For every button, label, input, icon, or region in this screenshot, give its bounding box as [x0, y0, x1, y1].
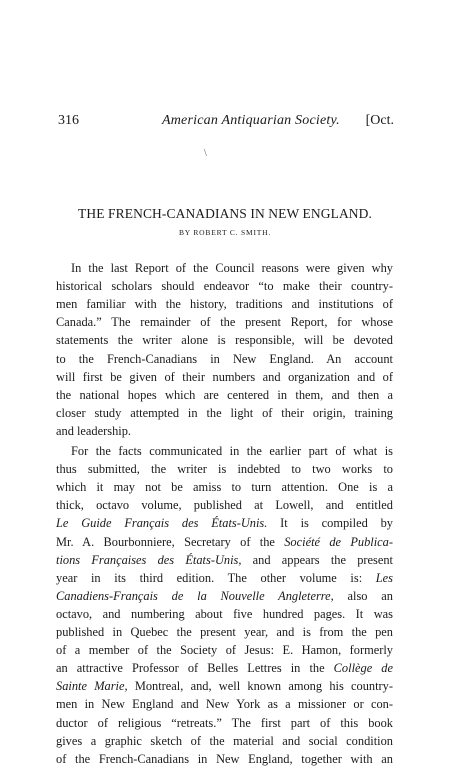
- italic-title-span: tions Françaises des États-Unis,: [56, 552, 242, 567]
- text-span: and appears the present: [241, 552, 393, 567]
- text-span: thick, octavo volume, published at Lowell, and entitled: [56, 498, 393, 513]
- text-line: [56, 331, 393, 349]
- text-span: which it may not be amiss to turn attention. One is a: [56, 480, 393, 495]
- italic-title-span: Sainte Marie,: [56, 679, 128, 694]
- text-line: [56, 350, 393, 368]
- text-span: Montreal, and, well known among his country-: [127, 679, 393, 694]
- italic-title-span: Collège de: [333, 661, 393, 676]
- text-span: to the French-Canadians in New England. An account: [56, 351, 393, 366]
- text-line: [56, 478, 393, 496]
- text-line: [56, 569, 393, 587]
- text-line: [56, 514, 393, 532]
- text-line: [56, 695, 393, 713]
- text-span: year in its third edition. The other volume is:: [56, 570, 376, 585]
- text-span: gives a graphic sketch of the material and social condition: [56, 733, 393, 748]
- text-span: It is compiled by: [267, 516, 393, 531]
- text-span: thus submitted, the writer is indebted to two works to: [56, 462, 393, 477]
- text-line: [56, 623, 393, 641]
- text-line: [56, 460, 393, 478]
- printer-mark: \: [204, 148, 207, 159]
- text-span: an attractive Professor of Belles Lettres in the: [56, 661, 334, 676]
- text-line: [56, 551, 393, 569]
- text-span: closer study attempted in the light of their origin, training: [56, 405, 393, 420]
- running-head: [58, 111, 394, 131]
- text-span: statements the writer alone is responsible, will be devoted: [56, 333, 393, 348]
- text-line: [71, 442, 393, 460]
- text-line: [56, 368, 393, 386]
- text-line: [56, 422, 393, 440]
- text-line: [56, 533, 393, 551]
- text-span: For the facts communicated in the earlier part of what is: [71, 444, 393, 458]
- italic-title-span: Canadiens-Français de la Nouvelle Angleterre,: [56, 588, 334, 603]
- text-line: [56, 659, 393, 677]
- text-line: [56, 677, 393, 695]
- text-line: [56, 404, 393, 422]
- text-line: [56, 587, 393, 605]
- text-line: [56, 605, 393, 623]
- text-span: men familiar with the history, traditions and institutions of: [56, 297, 393, 312]
- text-line: [71, 259, 393, 277]
- italic-title-span: Le Guide Français des États-Unis.: [56, 516, 268, 531]
- text-line: [56, 313, 393, 331]
- article-title: THE FRENCH-CANADIANS IN NEW ENGLAND.: [78, 206, 372, 221]
- text-line: [56, 496, 393, 514]
- text-span: of a member of the Society of Jesus: E. Hamon, formerly: [56, 643, 393, 658]
- article-byline: BY ROBERT C. SMITH.: [178, 228, 272, 237]
- text-span: Canada.” The remainder of the present Report, for whose: [56, 315, 393, 330]
- text-span: the national hopes which are centered in them, and then a: [56, 387, 393, 402]
- italic-title-span: Les: [375, 570, 393, 585]
- text-line: [56, 714, 393, 732]
- text-span: published in Quebec the present year, and is from the pen: [56, 625, 393, 639]
- text-span: of the French-Canadians in New England, together with an: [56, 751, 393, 766]
- text-span: In the last Report of the Council reasons were given why: [71, 261, 393, 275]
- text-span: ductor of religious “retreats.” The first part of this book: [56, 715, 393, 730]
- text-span: Mr. A. Bourbonniere, Secretary of the: [56, 534, 285, 549]
- text-line: [56, 641, 393, 659]
- text-line: [56, 277, 393, 295]
- text-span: octavo, and numbering about five hundred pages. It was: [56, 606, 393, 621]
- text-line: [56, 295, 393, 313]
- text-span: will first be given of their numbers and organization and of: [56, 369, 393, 384]
- text-span: and leadership.: [56, 423, 132, 438]
- text-line: [56, 750, 393, 768]
- text-span: also an: [333, 588, 393, 603]
- page-number: 316: [58, 113, 79, 128]
- running-date: [Oct.: [365, 113, 394, 128]
- italic-title-span: Société de Publica-: [284, 534, 393, 549]
- text-line: [56, 732, 393, 750]
- text-span: men in New England and New York as a missioner or con-: [56, 697, 393, 712]
- text-span: historical scholars should endeavor “to make their country-: [56, 279, 393, 294]
- running-title: American Antiquarian Society.: [162, 113, 340, 128]
- text-line: [56, 386, 393, 404]
